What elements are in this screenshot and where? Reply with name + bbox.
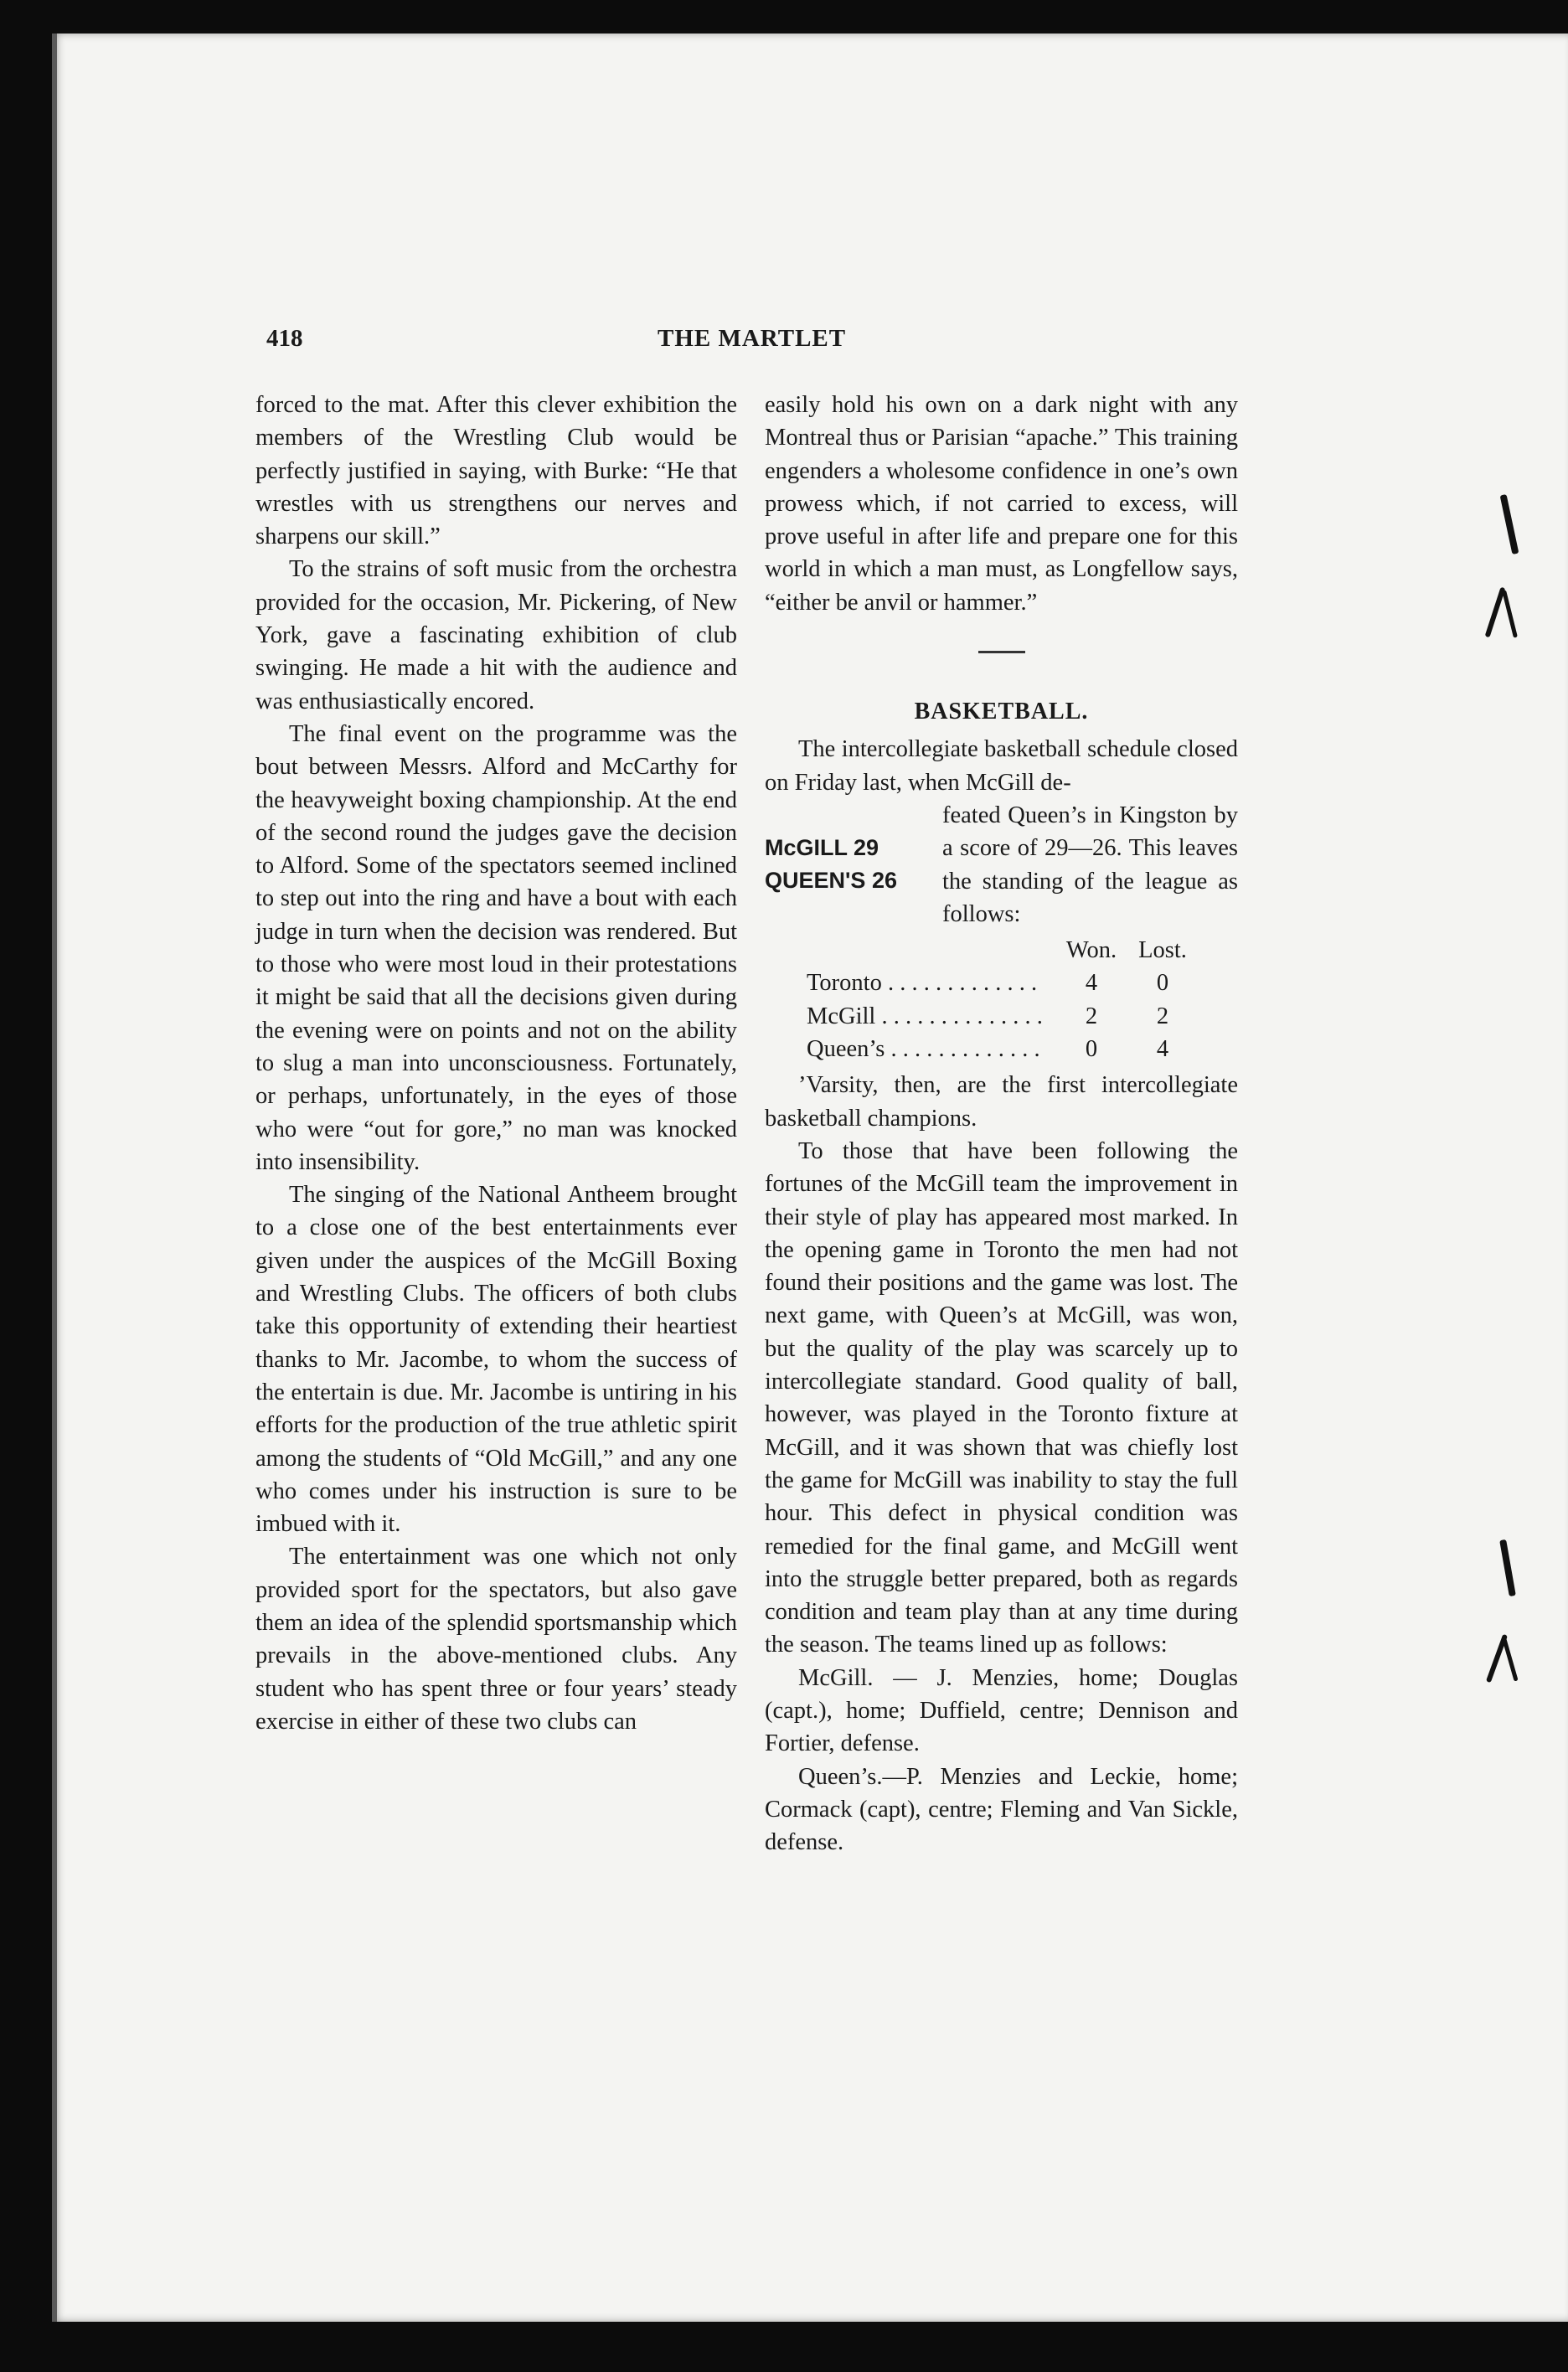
paragraph: forced to the mat. After this clever exhibition the members of the Wrestling Club would be perfectly justified in saying, with Burke: “He that wrestles with us strengthens our nerves and sharpens our skill.”	[255, 392, 737, 550]
team-name: Queen’s . . . . . . . . . . . . .	[807, 1036, 1040, 1063]
paragraph: To the strains of soft music from the orchestra provided for the occasion, Mr. Pickering, of New York, gave a fascinating exhibition of club swinging. He made a hit with the audience and was enthusiastically encored.	[255, 556, 737, 714]
lost-count: 2	[1156, 1003, 1169, 1029]
section-title: BASKETBALL.	[914, 699, 1089, 725]
paragraph: The final event on the programme was the bout between Messrs. Alford and McCarthy for the heavyweight boxing championship. At the end of the second round the judges gave the decision to Alford. Some of the spectators seemed inclined to step out into the ring and have a bout with each judge in turn when the decision was rendered. But to those who were most loud in their protestations it might be said that all the decisions given during the evening were on points and not on the ability to slug a man into unconsciousness. Fortunately, or perhaps, unfortunately, in the eyes of those who were “out for gore,” no man was knocked into insensibility.	[255, 720, 737, 1175]
left-column	[255, 389, 737, 1738]
section-divider	[978, 651, 1025, 653]
page-number: 418	[266, 325, 303, 352]
paragraph: To those that have been following the fortunes of the McGill team the improvement in their style of play has appeared most marked. In the opening game in Toronto the men had not found their positions and the game was lost. The next game, with Queen’s at McGill, was won, but the quality of the play was scarcely up to intercollegiate standard. Good quality of ball, however, was played in the Toronto fixture at McGill, and it was shown that was chiefly lost the game for McGill was inability to stay the full hour. This defect in physical condition was remedied for the final game, and McGill went into the struggle better prepared, both as regards condition and team play than at any time during the season. The teams lined up as follows:	[765, 1137, 1238, 1658]
score-queens: QUEEN'S 26	[765, 868, 897, 894]
paragraph: Queen’s.—P. Menzies and Leckie, home; Cormack (capt), centre; Fleming and Van Sickle, defense.	[765, 1763, 1238, 1856]
right-column	[765, 389, 1238, 1859]
header-lost: Lost.	[1138, 937, 1187, 964]
lost-count: 4	[1156, 1036, 1169, 1063]
paragraph: easily hold his own on a dark night with any Montreal thus or Parisian “apache.” This training engenders a wholesome confidence in one’s own prowess which, if not carried to excess, will prove useful in after life and prepare one for this world in which a man must, as Longfellow says, “either be anvil or hammer.”	[765, 392, 1238, 616]
paragraph: The intercollegiate basketball schedule closed on Friday last, when McGill de-	[765, 736, 1238, 796]
won-count: 2	[1085, 1003, 1098, 1029]
standings-header	[807, 934, 1200, 967]
won-count: 0	[1085, 1036, 1098, 1063]
lost-count: 0	[1156, 970, 1169, 997]
table-row	[807, 967, 1200, 999]
team-name: Toronto . . . . . . . . . . . . .	[807, 970, 1038, 997]
running-head-title: THE MARTLET	[658, 325, 847, 352]
paragraph: ’Varsity, then, are the first intercollegiate basketball champions.	[765, 1072, 1238, 1132]
paragraph: The entertainment was one which not only provided sport for the spectators, but also gave them an idea of the splendid sportsmanship which prevails in the above-mentioned clubs. Any student who has spent three or four years’ steady exercise in either of these two clubs can	[255, 1544, 737, 1735]
table-row	[807, 1033, 1200, 1065]
score-side-text: feated Queen’s in Kingston by a score of 29—26. This leaves the standing of the league as follows:	[942, 802, 1238, 927]
scan-border-bottom	[52, 2322, 1568, 2372]
paragraph: The singing of the National Antheem brought to a close one of the best entertainments ever given under the auspices of the McGill Boxing and Wrestling Clubs. The officers of both clubs take this opportunity of extending their heartiest thanks to Mr. Jacombe, to whom the success of the entertain is due. Mr. Jacombe is untiring in his efforts for the production of the true athletic spirit among the students of “Old McGill,” and any one who comes under his instruction is sure to be imbued with it.	[255, 1182, 737, 1538]
standings-table	[807, 934, 1200, 1065]
table-row	[807, 1000, 1200, 1033]
score-mcgill: McGILL 29	[765, 834, 879, 860]
score-block	[765, 799, 1238, 931]
header-won: Won.	[1065, 937, 1117, 964]
won-count: 4	[1085, 970, 1098, 997]
score-column	[765, 832, 942, 898]
paragraph: McGill. — J. Menzies, home; Douglas (capt.), home; Duffield, centre; Dennison and Fortier, defense.	[765, 1664, 1238, 1757]
team-name: McGill . . . . . . . . . . . . . .	[807, 1003, 1043, 1029]
page-edge-shadow	[52, 34, 57, 2322]
